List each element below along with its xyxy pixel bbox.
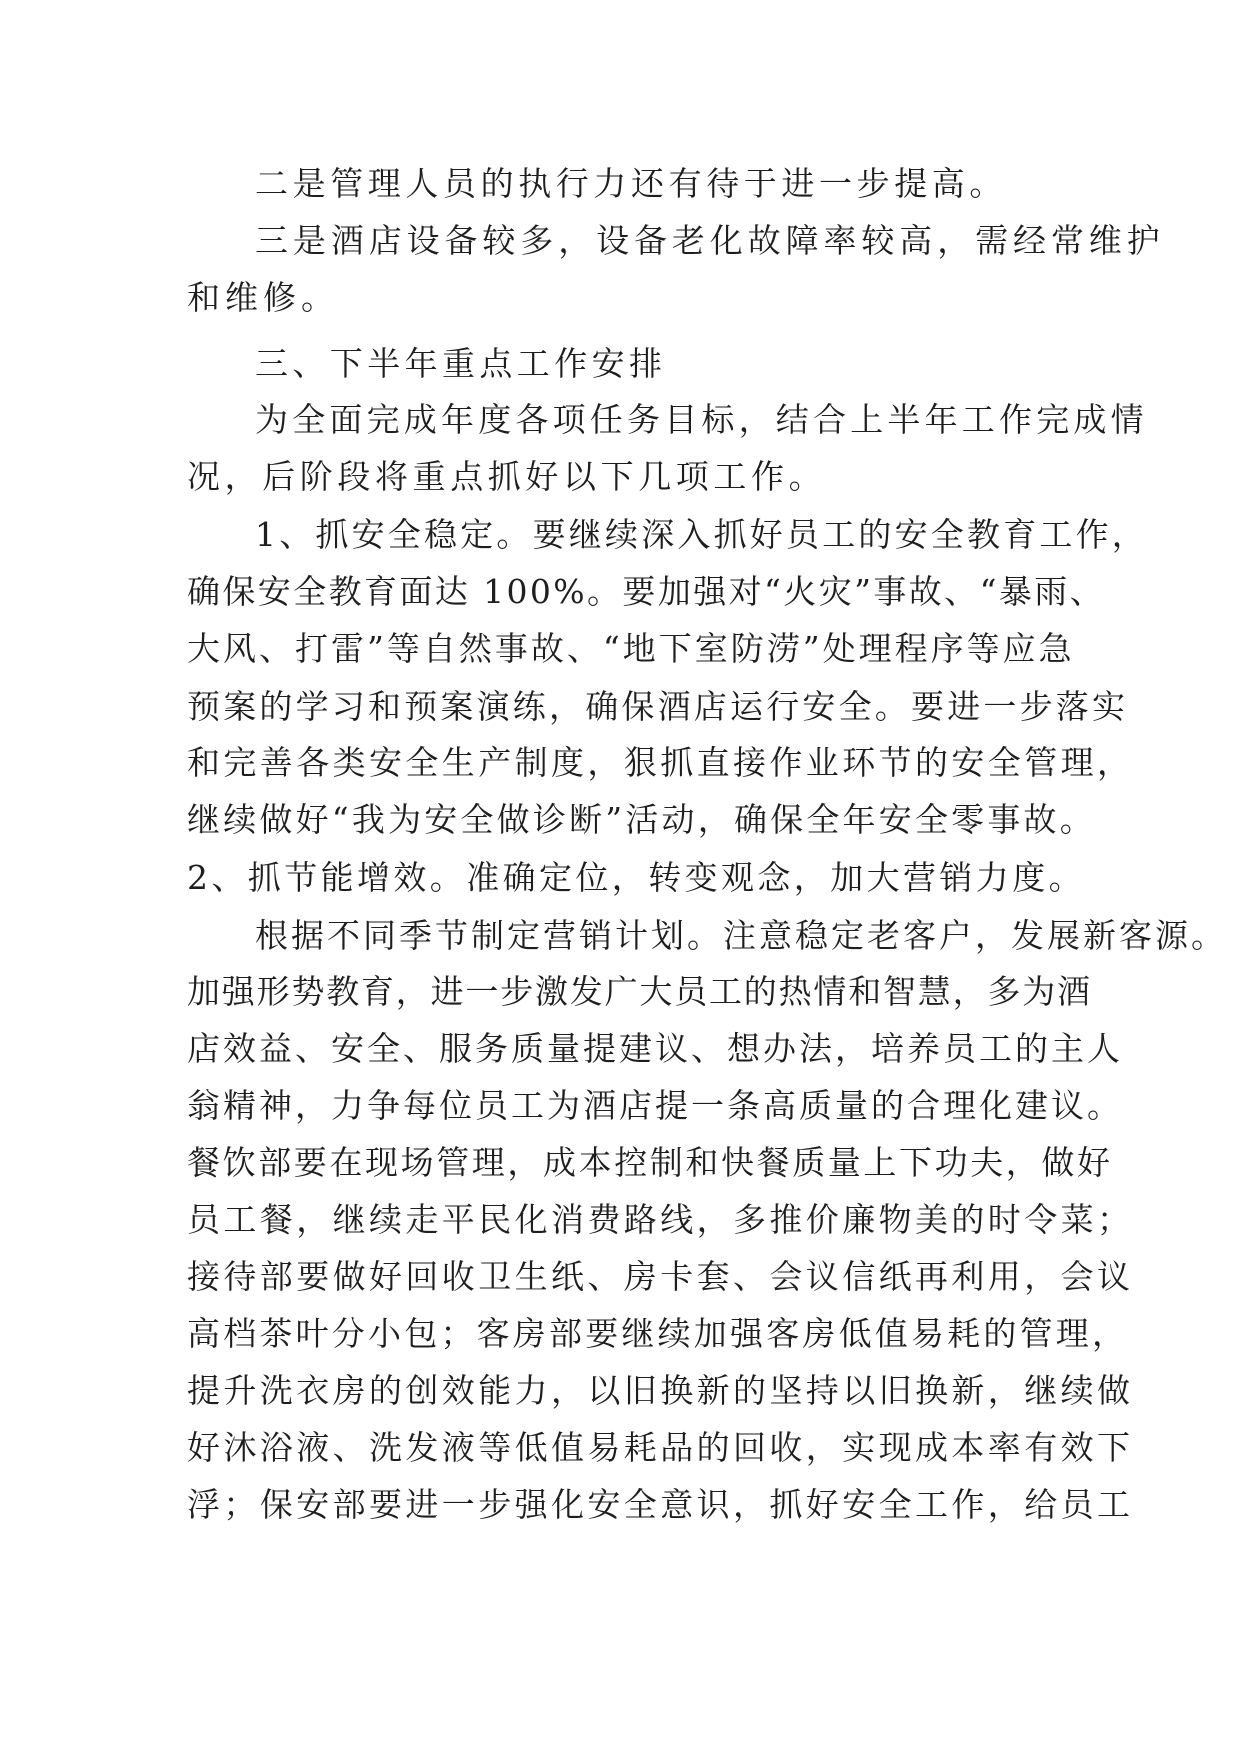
- text-line: 和维修。: [187, 278, 339, 317]
- text-line: 预案的学习和预案演练，确保酒店运行安全。要进一步落实: [187, 687, 1129, 726]
- text-line: 翁精神，力争每位员工为酒店提一条高质量的合理化建议。: [187, 1086, 1123, 1125]
- text-line: 好沐浴液、洗发液等低值易耗品的回收，实现成本率有效下: [187, 1428, 1134, 1467]
- text-line: 大风、打雷”等自然事故、“地下室防涝”处理程序等应急: [187, 629, 1075, 668]
- text-line: 继续做好“我为安全做诊断”活动，确保全年安全零事故。: [187, 800, 1096, 839]
- text-line: 浮；保安部要进一步强化安全意识，抓好安全工作，给员工: [187, 1485, 1134, 1524]
- text-line: 店效益、安全、服务质量提建议、想办法，培养员工的主人: [187, 1029, 1123, 1068]
- text-line: 二是管理人员的执行力还有待于进一步提高。: [255, 164, 1007, 203]
- text-line: 和完善各类安全生产制度，狠抓直接作业环节的安全管理，: [187, 743, 1134, 782]
- text-line: 根据不同季节制定营销计划。注意稳定老客户，发展新客源。: [255, 916, 1227, 955]
- text-line: 接待部要做好回收卫生纸、房卡套、会议信纸再利用，会议: [187, 1257, 1134, 1296]
- text-line: 提升洗衣房的创效能力，以旧换新的坚持以旧换新，继续做: [187, 1371, 1134, 1410]
- text-line: 加强形势教育，进一步激发广大员工的热情和智慧，多为酒: [187, 972, 1092, 1011]
- text-line: 三是酒店设备较多，设备老化故障率较高，需经常维护: [255, 221, 1165, 260]
- text-line: 2、抓节能增效。准确定位，转变观念，加大营销力度。: [187, 858, 1085, 897]
- text-line: 确保安全教育面达 100%。要加强对“火灾”事故、“暴雨、: [187, 572, 1106, 611]
- text-line: 员工餐，继续走平民化消费路线，多推价廉物美的时令菜；: [187, 1200, 1134, 1239]
- text-line: 高档茶叶分小包；客房部要继续加强客房低值易耗的管理，: [187, 1314, 1129, 1353]
- text-line: 况，后阶段将重点抓好以下几项工作。: [187, 457, 827, 496]
- text-line: 1、抓安全稳定。要继续深入抓好员工的安全教育工作，: [255, 515, 1148, 554]
- section-heading: 三、下半年重点工作安排: [255, 344, 667, 383]
- text-line: 餐饮部要在现场管理，成本控制和快餐质量上下功夫，做好: [187, 1143, 1113, 1182]
- text-line: 为全面完成年度各项任务目标，结合上半年工作完成情: [255, 400, 1148, 439]
